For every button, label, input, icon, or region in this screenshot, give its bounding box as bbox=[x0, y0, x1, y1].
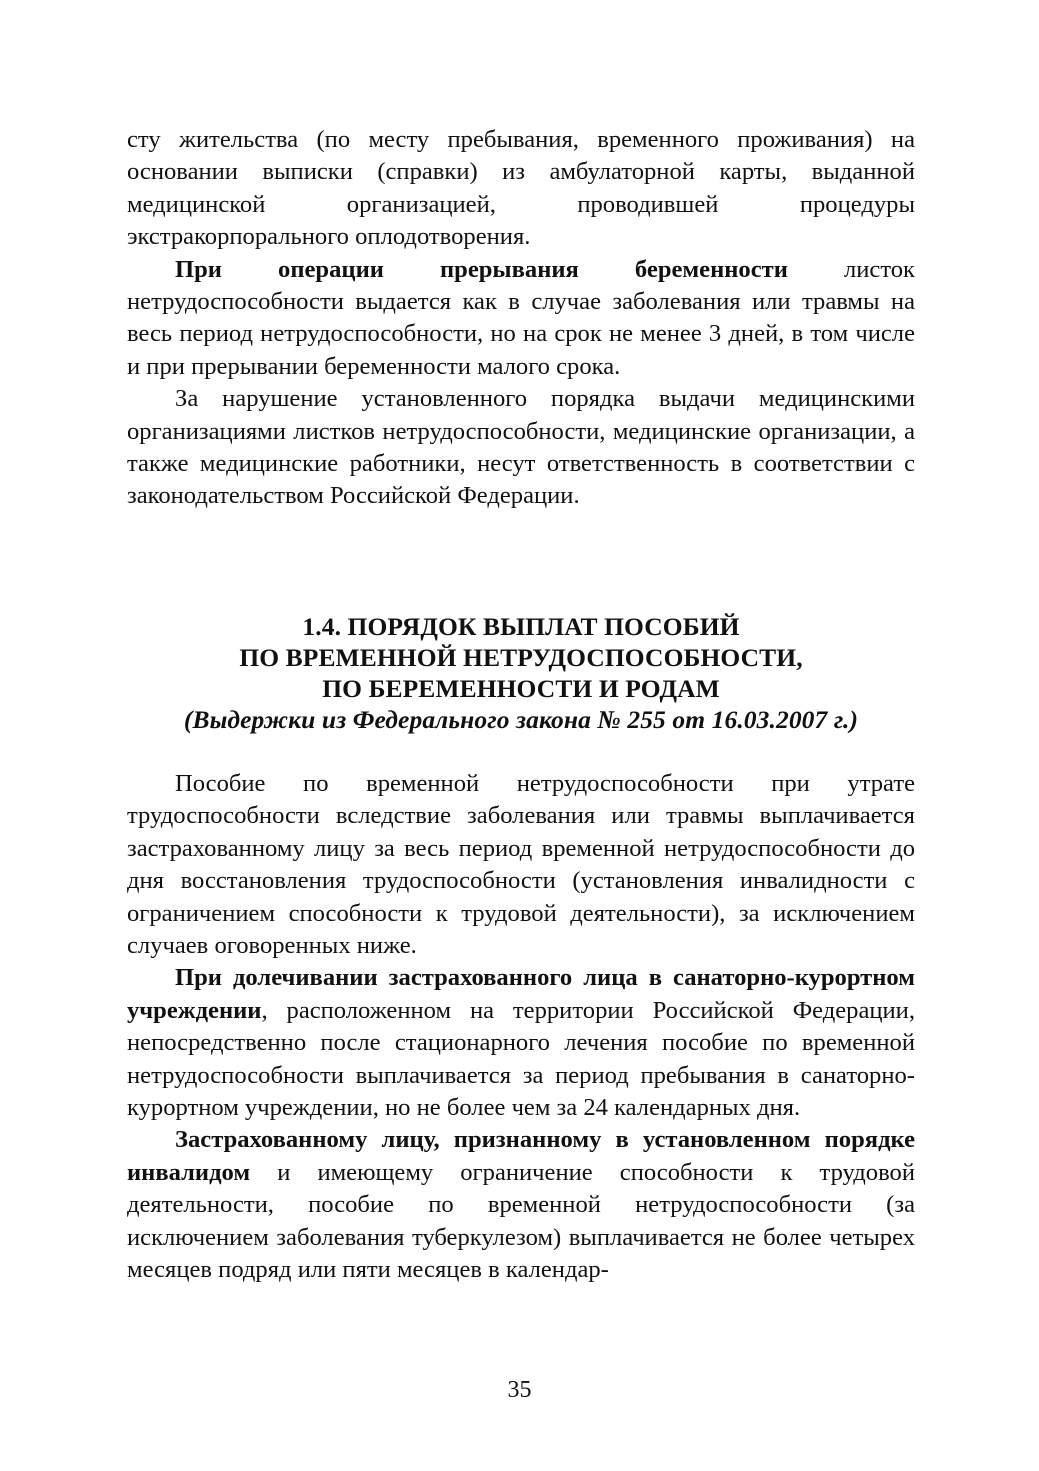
heading-gap bbox=[127, 735, 915, 768]
disability-paragraph-lead: Застрахованному лицу, признанному в установленном порядке инвалидом bbox=[127, 1126, 915, 1186]
section-subtitle: (Выдержки из Федерального закона № 255 от 16.03.2007 г.) bbox=[183, 704, 859, 734]
section-heading-line-1: 1.4. ПОРЯДОК ВЫПЛАТ ПОСОБИЙ bbox=[302, 611, 740, 641]
section-gap bbox=[127, 513, 915, 611]
sanatorium-paragraph-text: , расположенном на территории Российской Федерации, непосредственно после стационарного лечения пособие по временной нетрудоспособности выплачивается за период пребывания в санаторно-курортном учреждении, но не более чем за 24 календарных дня. bbox=[127, 996, 915, 1121]
disability-paragraph-text: и имеющему ограничение способности к трудовой деятельности, пособие по временной нетрудоспособности (за исключением заболевания туберкулезом) выплачивается не более четырех месяцев подряд или пяти месяцев в календар- bbox=[127, 1158, 915, 1283]
benefit-paragraph: Пособие по временной нетрудоспособности при утрате трудоспособности вследствие заболевания или травмы выплачивается застрахованному лицу за весь период временной нетрудоспособности до дня восстановления трудоспособности (установления инвалидности с ограничением способности к трудовой деятельности), за исключением случаев оговоренных ниже. bbox=[127, 769, 915, 959]
abortion-paragraph-lead: При операции прерывания беременности bbox=[175, 255, 788, 283]
continuation-paragraph: сту жительства (по месту пребывания, временного проживания) на основании выписки (справки) из амбулаторной карты, выданной медицинской организацией, проводившей процедуры экстракорпорального оплодотворения. bbox=[127, 126, 915, 251]
sanatorium-paragraph bbox=[127, 962, 915, 1124]
liability-paragraph: За нарушение установленного порядка выдачи медицинскими организациями листков нетрудоспособности, медицинские организации, а также медицинские работники, несут ответственность в соответствии с законодательством Российской Федерации. bbox=[127, 385, 915, 510]
section-heading-line-3: ПО БЕРЕМЕННОСТИ И РОДАМ bbox=[322, 673, 720, 703]
abortion-paragraph bbox=[127, 254, 915, 384]
abortion-paragraph-text: листок нетрудоспособности выдается как в случае заболевания или травмы на весь период нетрудоспособности, но на срок не менее 3 дней, в том числе и при прерывании беременности малого срока. bbox=[127, 255, 915, 380]
page-number: 35 bbox=[507, 1377, 532, 1403]
document-page bbox=[127, 124, 915, 1286]
sanatorium-paragraph-lead: При долечивании застрахованного лица в санаторно-курортном учреждении bbox=[127, 964, 915, 1024]
section-heading-line-2: ПО ВРЕМЕННОЙ НЕТРУДОСПОСОБНОСТИ, bbox=[239, 642, 803, 672]
disability-paragraph bbox=[127, 1124, 915, 1286]
